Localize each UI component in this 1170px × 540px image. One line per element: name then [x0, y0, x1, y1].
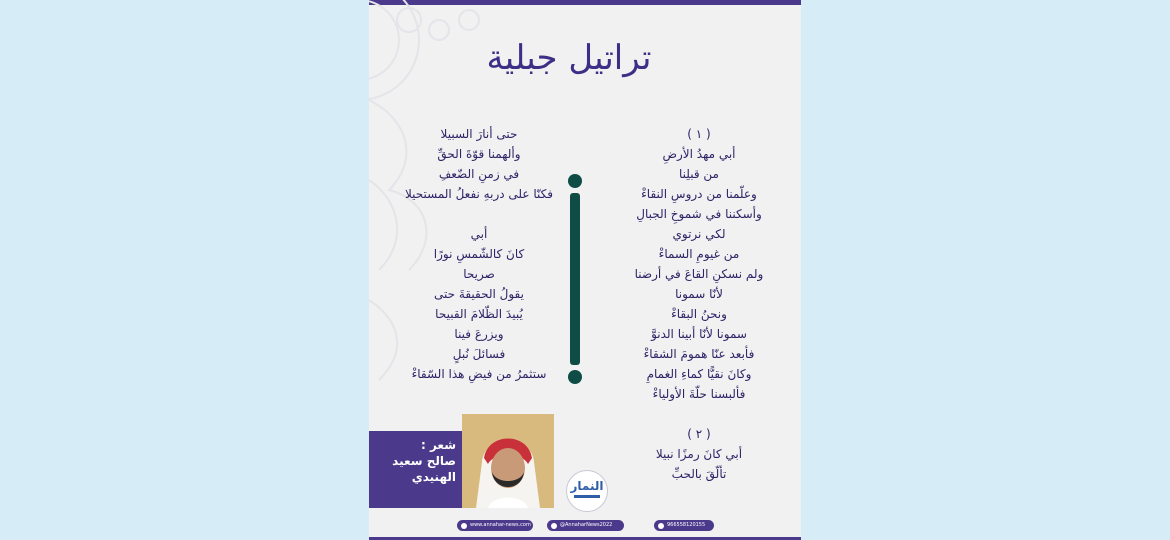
- poem-line: حتى أنارَ السبيلا: [440, 127, 518, 141]
- poem-line: فكنّا على دربهِ نفعلُ المستحيلا: [404, 187, 553, 201]
- author-photo: [462, 414, 554, 508]
- stanza-gap: [379, 204, 579, 224]
- website-pill[interactable]: [457, 520, 533, 531]
- logo-underline: [574, 495, 600, 498]
- author-name: صالح سعيد: [392, 454, 456, 468]
- phone-text: 966558120155: [667, 522, 706, 528]
- x-social-icon: [551, 523, 557, 529]
- social-pill[interactable]: [547, 520, 624, 531]
- left-column: [379, 124, 579, 384]
- poem-line: في زمنِ الضّعفِ: [438, 167, 520, 181]
- phone-pill[interactable]: [654, 520, 714, 531]
- poem-line: صريحا: [463, 267, 495, 281]
- poem-line: ونحنُ البقاءْ: [671, 307, 727, 321]
- poem-line: كانَ كالشّمسِ نورًا: [433, 247, 525, 261]
- poem-line: لأنّا سمونا: [675, 287, 723, 301]
- poem-line: يُبيدَ الظّلامَ القبيحا: [435, 307, 523, 321]
- section-number: ( ١ ): [687, 127, 711, 141]
- poem-line: أبي: [470, 227, 488, 241]
- logo-text: النمار: [570, 479, 604, 493]
- poster: [369, 0, 801, 540]
- author-credit: [374, 437, 456, 485]
- poem-line: من غيومِ السماءْ: [658, 247, 740, 261]
- author-label: شعر :: [420, 438, 456, 452]
- author-surname: الهنيدي: [411, 470, 456, 484]
- poem-line: ستثمرُ من فيضِ هذا السّقاءْ: [411, 367, 547, 381]
- website-text: www.annahar-news.com: [470, 522, 531, 528]
- newspaper-logo[interactable]: [566, 470, 608, 512]
- poem-title: تراتيل جبلية: [486, 38, 652, 78]
- stanza-gap: [604, 404, 794, 424]
- poem-line: وألهمنا قوّةَ الحقِّ: [437, 147, 521, 161]
- poem-line: فألبسنا حلّةَ الأولياءْ: [652, 387, 746, 401]
- poem-line: تألّقَ بالحبِّ: [671, 467, 727, 481]
- right-column: [604, 124, 794, 484]
- social-text: @AnnaharNews2022: [560, 522, 613, 528]
- poem-line: ولم نسكنِ القاعَ في أرضنا: [634, 267, 764, 281]
- poem-line: من قبلِنا: [679, 167, 719, 181]
- poem-line: فسائلَ نُبلٍ: [452, 347, 506, 361]
- poem-line: لكي نرتوي: [672, 227, 726, 241]
- poem-line: وأسكننا في شموخِ الجبالِ: [636, 207, 762, 221]
- poem-line: سمونا لأنّا أبينا الدنوَّ: [651, 327, 747, 341]
- globe-icon: [461, 523, 467, 529]
- poem-line: يقولُ الحقيقةَ حتى: [434, 287, 524, 301]
- section-number: ( ٢ ): [687, 427, 711, 441]
- poem-line: وكانَ نقيًّا كماءِ الغمامِ: [646, 367, 752, 381]
- poem-line: وعلّمنا من دروسِ النقاءْ: [641, 187, 757, 201]
- whatsapp-icon: [658, 523, 664, 529]
- poem-line: أبي مهدُ الأرضِ: [662, 147, 736, 161]
- poem-line: ويزرعَ فينا: [454, 327, 504, 341]
- poem-line: فأبعد عنّا همومَ الشقاءْ: [643, 347, 755, 361]
- poem-line: أبي كانَ رمزًا نبيلا: [655, 447, 743, 461]
